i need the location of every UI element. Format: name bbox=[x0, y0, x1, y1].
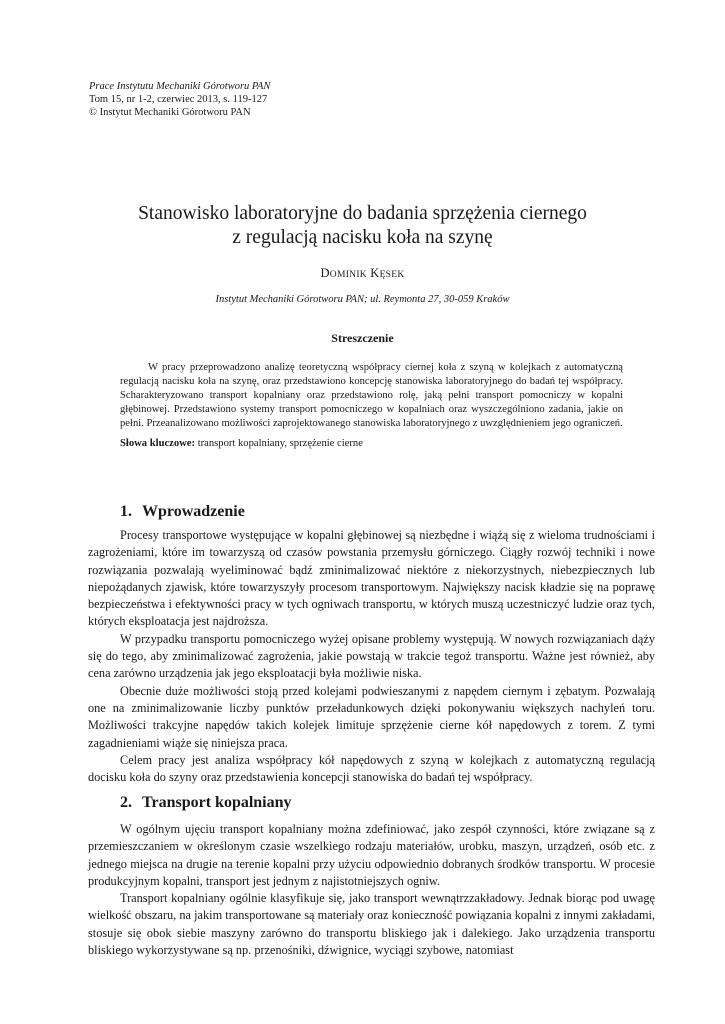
section-2-number: 2. bbox=[120, 794, 132, 811]
paragraph: W przypadku transportu pomocniczego wyżej opisane problemy występują. W nowych rozwiązaniach dąży się do tego, aby zminimalizować zagrożenia, jakie powstają w trakcie tegoż transportu. Ważne jest również, aby cena zarówno urządzenia jak jego eksploatacji była możliwie niska. bbox=[88, 631, 655, 681]
keywords-label: Słowa kluczowe: bbox=[120, 438, 196, 449]
section-2-title: Transport kopalniany bbox=[142, 794, 292, 811]
author-name bbox=[60, 266, 665, 283]
author-first-rest: OMINIK bbox=[329, 270, 367, 280]
author-last-initial: K bbox=[370, 266, 380, 280]
keywords-value: transport kopalniany, sprzężenie cierne bbox=[197, 438, 363, 449]
paragraph: Transport kopalniany ogólnie klasyfikuje się, jako transport wewnątrzzakładowy. Jednak biorąc pod uwagę wielkość obszaru, na jakim transportowane są materiały oraz konieczność powiązania kopalni z innymi zakładami, stosuje się obok siebie maszyny zarówno do transportu bliskiego jak i dalekiego. Jako urządzenia transportu bliskiego wykorzystywane są np. przenośniki, dźwignice, wyciągi szybowe, natomiast bbox=[88, 891, 655, 958]
copyright-notice: © Instytut Mechaniki Górotworu PAN bbox=[89, 107, 251, 118]
title-line-1: Stanowisko laboratoryjne do badania sprzężenia ciernego bbox=[138, 203, 587, 224]
author-last-rest: ĘSEK bbox=[379, 270, 405, 280]
abstract-heading: Streszczenie bbox=[331, 331, 394, 345]
keywords-line bbox=[120, 437, 623, 451]
section-2-heading bbox=[120, 793, 292, 813]
journal-header bbox=[89, 80, 270, 119]
paragraph: Procesy transportowe występujące w kopalni głębinowej są niezbędne i wiążą się z wieloma trudnościami i zagrożeniami, które im towarzyszą od czasów powstania przemysłu górniczego. Ciągły rozwój techniki i nowe rozwiązania pozwalają wyeliminować bądź zminimalizować niektóre z niekorzystnych, niebezpiecznych lub niepożądanych zjawisk, które towarzyszyły procesom transportowym. Największy nacisk kładzie się na poprawę bezpieczeństwa i efektywności pracy w tych ogniwach transportu, w których muszą uczestniczyć ludzie oraz tych, których eksploatacja jest najdroższa. bbox=[88, 528, 655, 629]
paragraph: W ogólnym ujęciu transport kopalniany można zdefiniować, jako zespół czynności, które związane są z przemieszczaniem w określonym czasie wszelkiego rodzaju materiałów, urobku, maszyn, urządzeń, osób etc. z jednego miejsca na drugie na terenie kopalni przy użyciu odpowiednio dobranych środków transportu. W procesie produkcyjnym kopalni, transport jest jednym z najistotniejszych ogniw. bbox=[88, 822, 655, 888]
section-1-number: 1. bbox=[120, 503, 132, 520]
title-line-2: z regulacją nacisku koła na szynę bbox=[232, 227, 493, 248]
paragraph: Celem pracy jest analiza współpracy kół napędowych z szyną w kolejkach z automatyczną regulacją docisku koła do szyny oraz przedstawienia koncepcji stanowiska do badań tej współpracy. bbox=[88, 752, 655, 785]
volume-info: Tom 15, nr 1-2, czerwiec 2013, s. 119-127 bbox=[89, 94, 268, 105]
paper-title bbox=[60, 202, 665, 250]
author-first-initial: D bbox=[320, 266, 330, 280]
author-affiliation: Instytut Mechaniki Górotworu PAN; ul. Reymonta 27, 30-059 Kraków bbox=[215, 294, 510, 305]
section-1-body bbox=[88, 527, 655, 786]
section-1-heading bbox=[120, 502, 245, 522]
paragraph: Obecnie duże możliwości stoją przed kolejami podwieszanymi z napędem ciernym i zębatym. Pozwalają one na zminimalizowanie liczby punktów przeładunkowych dzięki pokonywaniu większych nachyleń toru. Możliwości trakcyjne napędów takich kolejek limituje sprzężenie cierne kół napędowych z torem. Z tymi zagadnieniami wiąże się niniejsza praca. bbox=[88, 683, 655, 750]
abstract-text: W pracy przeprowadzono analizę teoretyczną współpracy ciernej koła z szyną w kolejkach z automatyczną regulacją nacisku koła na szynę, oraz przedstawiono koncepcję stanowiska laboratoryjnego do badań tej współpracy. Scharakteryzowano transport kopalniany oraz przedstawiono rolę, jaką pełni transport pomocniczy w kopalni głębinowej. Przedstawiono systemy transport pomocniczego w kopalniach oraz wyszczególniono zadania, jakie on pełni. Przeanalizowano możliwości zaprojektowanego stanowiska laboratoryjnego z uwzględnieniem jego ograniczeń. bbox=[120, 362, 623, 429]
section-2-body bbox=[88, 821, 655, 959]
section-1-title: Wprowadzenie bbox=[142, 503, 245, 520]
journal-name: Prace Instytutu Mechaniki Górotworu PAN bbox=[89, 81, 271, 92]
